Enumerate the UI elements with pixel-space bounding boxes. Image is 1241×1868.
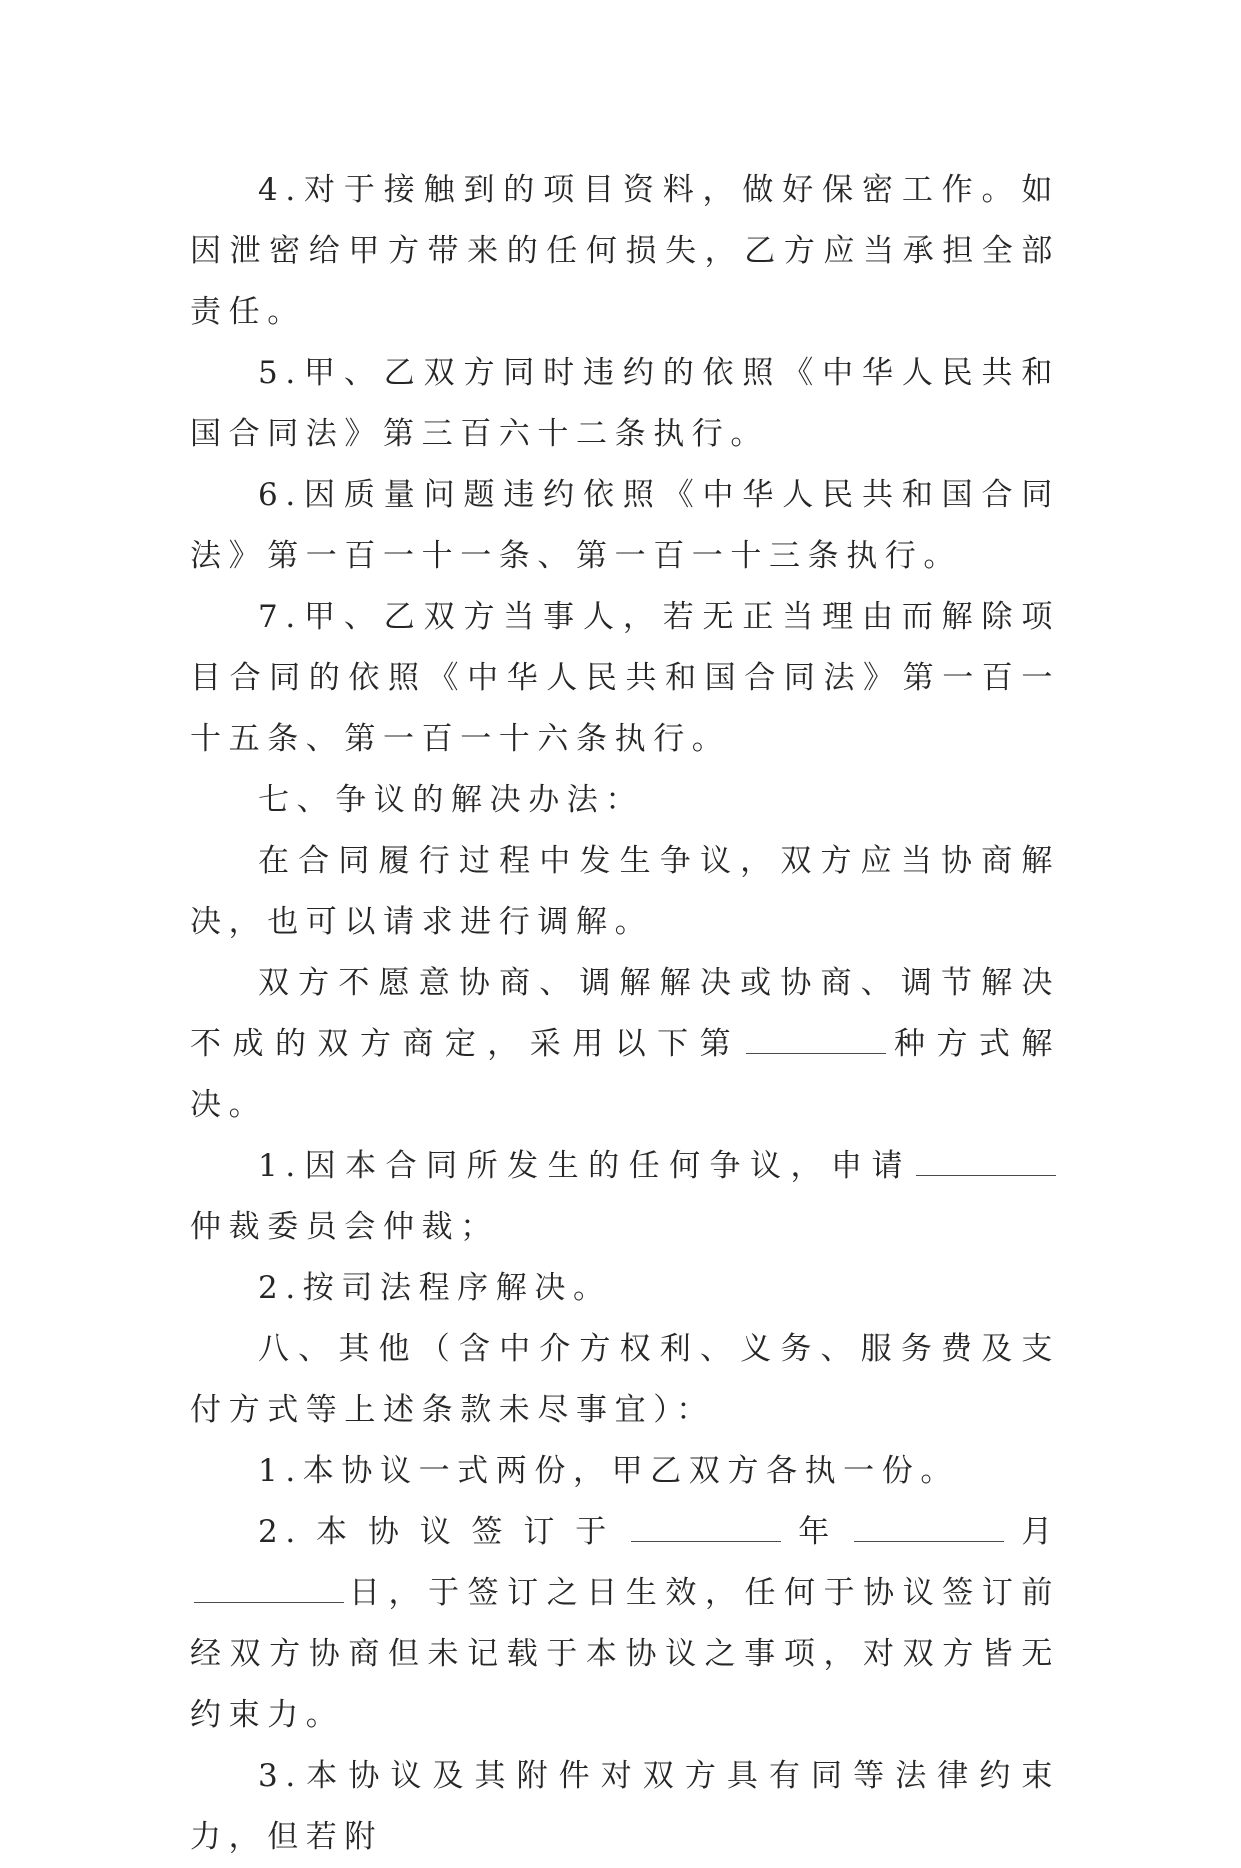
year-blank [631, 1505, 781, 1542]
arbitration-option [190, 1136, 1060, 1258]
other-clause-2-signing-date [190, 1502, 1060, 1746]
month-blank [854, 1505, 1004, 1542]
dispute-method-paragraph [190, 953, 1060, 1136]
year-label: 年 [785, 1514, 851, 1550]
dispute-negotiation-paragraph: 在合同履行过程中发生争议，双方应当协商解决，也可以请求进行调解。 [190, 843, 1060, 940]
section-7-heading: 七、争议的解决办法： [258, 782, 644, 818]
clause-5-joint-breach: 5.甲、乙双方同时违约的依照《中华人民共和国合同法》第三百六十二条执行。 [190, 355, 1060, 452]
dispute-method-text: 双方不愿意协商、调解解决或协商、调节解决不成的双方商定，采用以下第 [190, 965, 1060, 1062]
arbitration-committee-blank [916, 1139, 1056, 1176]
clause-7-termination: 7.甲、乙双方当事人，若无正当理由而解除项目合同的依照《中华人民共和国合同法》第一百一十五条、第一百一十六条执行。 [190, 599, 1060, 757]
method-number-blank [746, 1017, 886, 1054]
dispute-method-text-end: 种方式解决。 [190, 1026, 1060, 1123]
clause-6-quality-breach: 6.因质量问题违约依照《中华人民共和国合同法》第一百一十一条、第一百一十三条执行。 [190, 477, 1060, 574]
document-body [190, 160, 1060, 1868]
judicial-option: 2.按司法程序解决。 [258, 1270, 612, 1306]
other-clause-1: 1.本协议一式两份，甲乙双方各执一份。 [258, 1453, 959, 1489]
arbitration-text: 1.因本合同所发生的任何争议，申请 [258, 1148, 912, 1184]
month-label: 月 [1008, 1514, 1060, 1550]
clause-4-confidentiality: 4.对于接触到的项目资料，做好保密工作。如因泄密给甲方带来的任何损失，乙方应当承担全部责任。 [190, 172, 1060, 330]
signing-date-text: 2.本协议签订于 [258, 1514, 628, 1550]
arbitration-text-end: 仲裁委员会仲裁； [190, 1209, 499, 1245]
signing-date-text-end: 日，于签订之日生效，任何于协议签订前经双方协商但未记载于本协议之事项，对双方皆无约束力。 [190, 1575, 1060, 1733]
day-blank [194, 1566, 344, 1603]
section-8-heading: 八、其他（含中介方权利、义务、服务费及支付方式等上述条款未尽事宜）： [190, 1331, 1060, 1428]
other-clause-3-attachments: 3.本协议及其附件对双方具有同等法律约束力，但若附 [190, 1758, 1060, 1855]
